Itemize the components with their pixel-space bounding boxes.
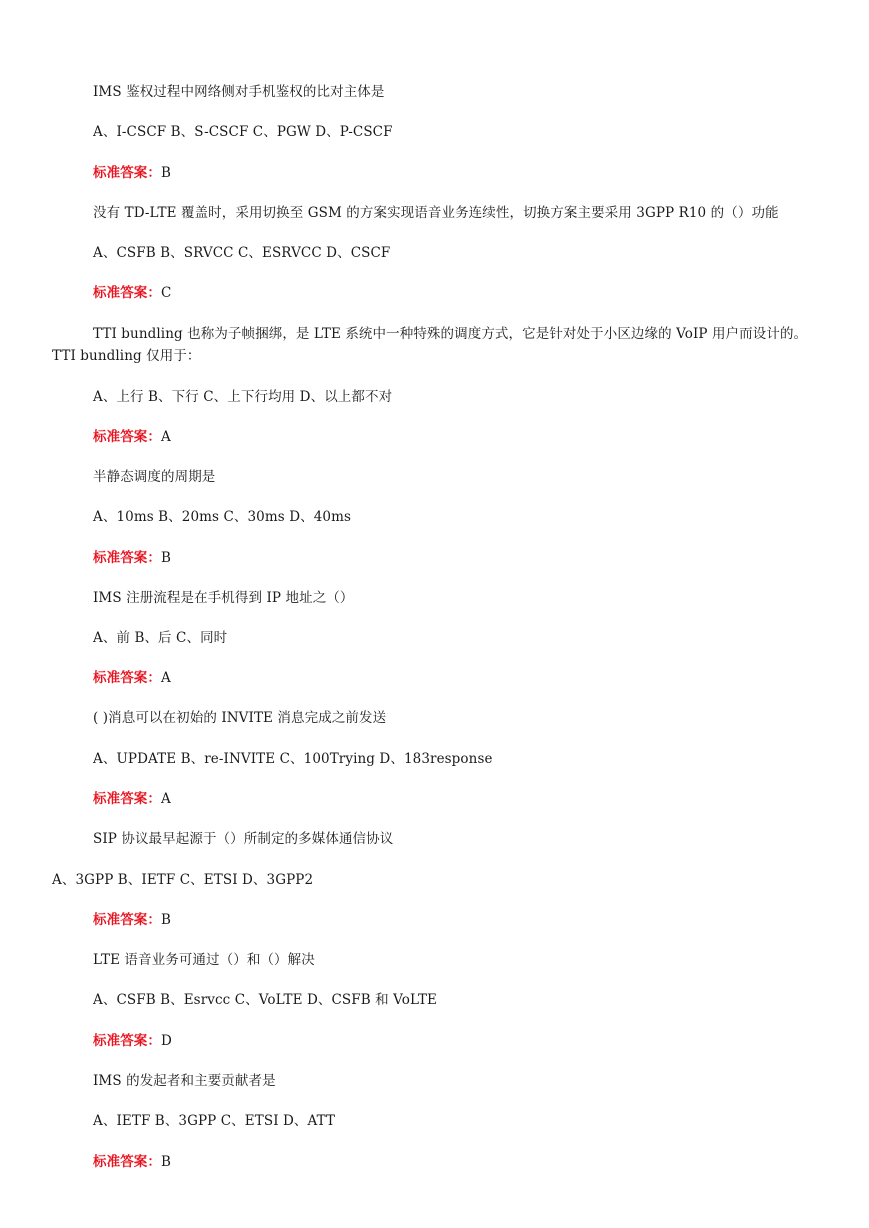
question-text: 半静态调度的周期是 xyxy=(93,469,216,485)
answer-line xyxy=(93,284,171,302)
answer-line xyxy=(93,669,171,687)
question-text: IMS 鉴权过程中网络侧对手机鉴权的比对主体是 xyxy=(93,84,385,100)
answer-line xyxy=(93,790,171,808)
answer-label: 标准答案： xyxy=(93,791,161,807)
answer-label: 标准答案： xyxy=(93,912,161,928)
options-text: A、3GPP B、IETF C、ETSI D、3GPP2 xyxy=(52,872,314,888)
answer-label: 标准答案： xyxy=(93,285,161,301)
options-text: A、I-CSCF B、S-CSCF C、PGW D、P-CSCF xyxy=(93,124,393,140)
question-text: SIP 协议最早起源于（）所制定的多媒体通信协议 xyxy=(93,831,394,847)
answer-line xyxy=(93,164,171,182)
question-text: IMS 的发起者和主要贡献者是 xyxy=(93,1073,276,1089)
answer-label: 标准答案： xyxy=(93,670,161,686)
answer-label: 标准答案： xyxy=(93,429,161,445)
answer-value: B xyxy=(161,912,172,928)
answer-line xyxy=(93,1153,171,1171)
answer-label: 标准答案： xyxy=(93,1154,161,1170)
options-text: A、CSFB B、Esrvcc C、VoLTE D、CSFB 和 VoLTE xyxy=(93,992,438,1008)
answer-line xyxy=(93,428,171,446)
question-text: LTE 语音业务可通过（）和（）解决 xyxy=(93,952,315,968)
question-text: ( )消息可以在初始的 INVITE 消息完成之前发送 xyxy=(93,710,387,726)
answer-value: A xyxy=(161,791,171,807)
options-text: A、前 B、后 C、同时 xyxy=(93,630,228,646)
answer-value: A xyxy=(161,670,171,686)
answer-value: C xyxy=(161,285,172,301)
question-text: 没有 TD-LTE 覆盖时，采用切换至 GSM 的方案实现语音业务连续性，切换方案主要采用 3GPP R10 的（）功能 xyxy=(93,205,779,221)
answer-label: 标准答案： xyxy=(93,550,161,566)
answer-line xyxy=(93,911,171,929)
options-text: A、CSFB B、SRVCC C、ESRVCC D、CSCF xyxy=(93,245,391,261)
options-text: A、10ms B、20ms C、30ms D、40ms xyxy=(93,509,352,525)
answer-label: 标准答案： xyxy=(93,1033,161,1049)
answer-line xyxy=(93,1032,172,1050)
answer-line xyxy=(93,549,171,567)
question-text: IMS 注册流程是在手机得到 IP 地址之（） xyxy=(93,590,354,606)
answer-value: A xyxy=(161,429,171,445)
answer-value: D xyxy=(161,1033,172,1049)
answer-value: B xyxy=(161,1154,172,1170)
answer-value: B xyxy=(161,165,172,181)
question-text: TTI bundling 也称为子帧捆绑，是 LTE 系统中一种特殊的调度方式，它是针对处于小区边缘的 VoIP 用户而设计的。TTI bundling 仅用于： xyxy=(52,326,808,364)
answer-value: B xyxy=(161,550,172,566)
answer-label: 标准答案： xyxy=(93,165,161,181)
options-text: A、上行 B、下行 C、上下行均用 D、以上都不对 xyxy=(93,389,393,405)
options-text: A、IETF B、3GPP C、ETSI D、ATT xyxy=(93,1113,336,1129)
options-text: A、UPDATE B、re-INVITE C、100Trying D、183response xyxy=(93,751,493,767)
